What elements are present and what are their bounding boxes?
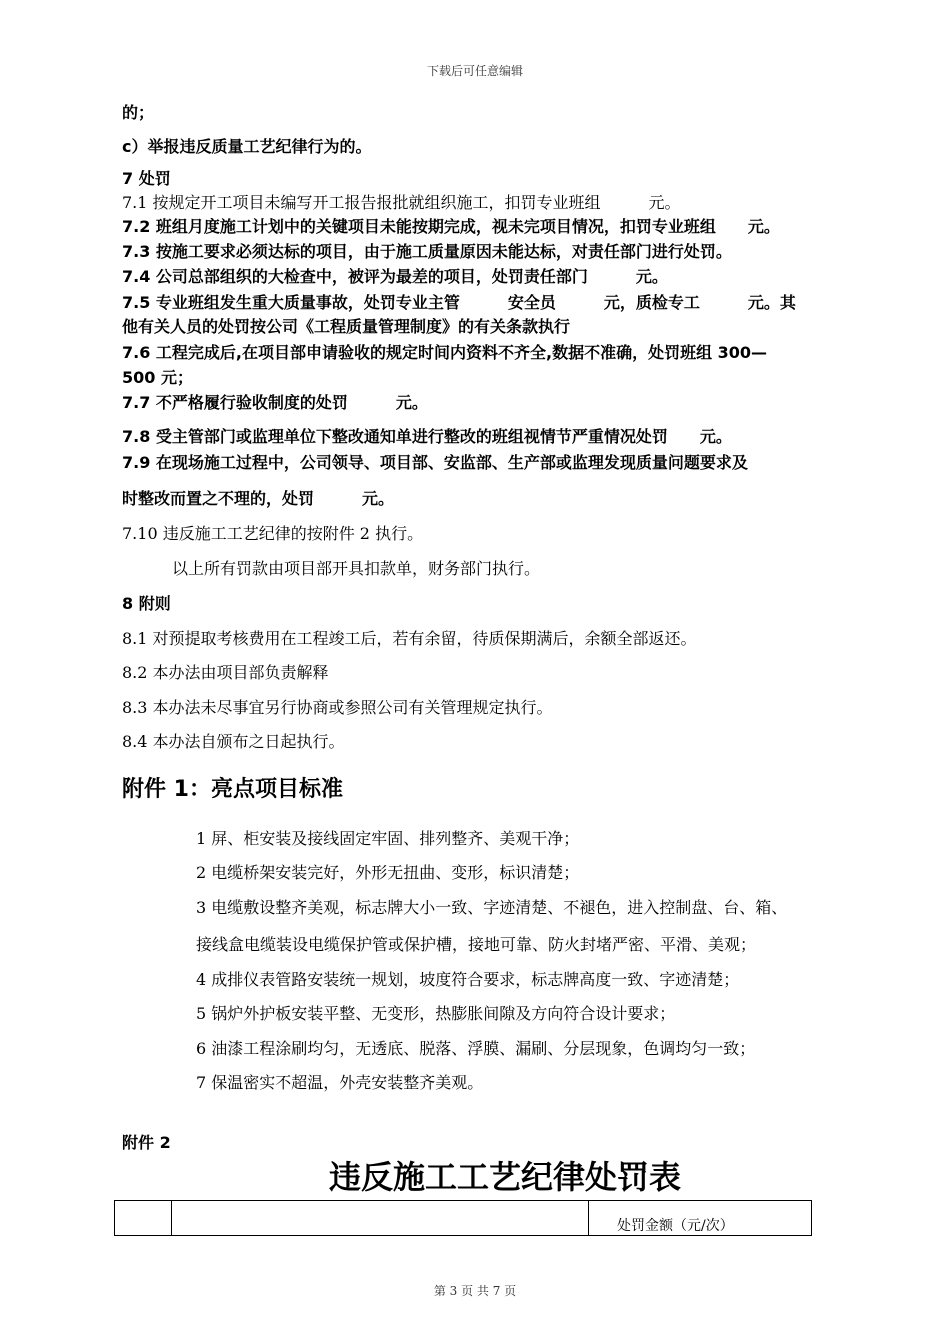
list-item: 1 屏、柜安装及接线固定牢固、排列整齐、美观干净； xyxy=(196,829,580,848)
attachment2-label: 附件 2 xyxy=(122,1133,171,1152)
attachment1-title: 附件 1：亮点项目标准 xyxy=(122,777,343,802)
text-line: c）举报违反质量工艺纪律行为的。 xyxy=(122,137,372,156)
text-line: 7.9 在现场施工过程中，公司领导、项目部、安监部、生产部或监理发现质量问题要求及 xyxy=(122,453,748,472)
table-row xyxy=(115,1201,812,1236)
list-item: 接线盒电缆装设电缆保护管或保护槽，接地可靠、防火封堵严密、平滑、美观； xyxy=(196,935,757,954)
list-item: 4 成排仪表管路安装统一规划，坡度符合要求，标志牌高度一致、字迹清楚； xyxy=(196,970,740,989)
page-header: 下载后可任意编辑 xyxy=(426,64,523,78)
list-item: 5 锅炉外护板安装平整、无变形，热膨胀间隙及方向符合设计要求； xyxy=(196,1004,676,1023)
page-footer: 第 3 页 共 7 页 xyxy=(433,1284,517,1298)
text-line: 500 元； xyxy=(122,368,193,387)
text-line: 8.3 本办法未尽事宜另行协商或参照公司有关管理规定执行。 xyxy=(122,698,553,717)
section-heading-8: 8 附则 xyxy=(122,594,171,613)
text-line: 以上所有罚款由项目部开具扣款单，财务部门执行。 xyxy=(172,559,541,578)
text-line: 时整改而置之不理的，处罚 元。 xyxy=(122,489,395,508)
text-line: 7.3 按施工要求必须达标的项目，由于施工质量原因未能达标，对责任部门进行处罚。 xyxy=(122,242,732,261)
text-line: 他有关人员的处罚按公司《工程质量管理制度》的有关条款执行 xyxy=(122,317,571,336)
section-heading-7: 7 处罚 xyxy=(122,169,171,188)
text-line: 8.1 对预提取考核费用在工程竣工后，若有余留，待质保期满后，余额全部返还。 xyxy=(122,629,697,648)
list-item: 7 保温密实不超温，外壳安装整齐美观。 xyxy=(196,1073,484,1092)
attachment2-title: 违反施工工艺纪律处罚表 xyxy=(328,1158,681,1196)
table-cell xyxy=(172,1201,589,1236)
list-item: 3 电缆敷设整齐美观，标志牌大小一致、字迹清楚、不褪色，进入控制盘、台、箱、 xyxy=(196,898,788,917)
text-line: 7.7 不严格履行验收制度的处罚 元。 xyxy=(122,393,428,412)
list-item: 2 电缆桥架安装完好，外形无扭曲、变形，标识清楚； xyxy=(196,863,580,882)
text-line: 7.8 受主管部门或监理单位下整改通知单进行整改的班组视情节严重情况处罚 元。 xyxy=(122,427,732,446)
text-line: 7.2 班组月度施工计划中的关键项目未能按期完成，视未完项目情况，扣罚专业班组 元。 xyxy=(122,217,780,236)
penalty-table xyxy=(114,1200,812,1236)
penalty-amount-header: 处罚金额（元/次） xyxy=(589,1201,812,1236)
list-item: 6 油漆工程涂刷均匀，无透底、脱落、浮膜、漏刷、分层现象，色调均匀一致； xyxy=(196,1039,756,1058)
table-cell xyxy=(115,1201,172,1236)
text-line: 7.6 工程完成后,在项目部申请验收的规定时间内资料不齐全,数据不准确，处罚班组 300— xyxy=(122,343,768,362)
text-line: 7.4 公司总部组织的大检查中，被评为最差的项目，处罚责任部门 元。 xyxy=(122,267,668,286)
text-line: 7.10 违反施工工艺纪律的按附件 2 执行。 xyxy=(122,524,424,543)
text-line: 7.5 专业班组发生重大质量事故，处罚专业主管 安全员 元，质检专工 元。其 xyxy=(122,293,796,312)
text-line: 的； xyxy=(122,103,155,122)
text-line: 8.4 本办法自颁布之日起执行。 xyxy=(122,732,345,751)
text-line: 7.1 按规定开工项目未编写开工报告报批就组织施工，扣罚专业班组 元。 xyxy=(122,193,681,212)
text-line: 8.2 本办法由项目部负责解释 xyxy=(122,663,329,682)
